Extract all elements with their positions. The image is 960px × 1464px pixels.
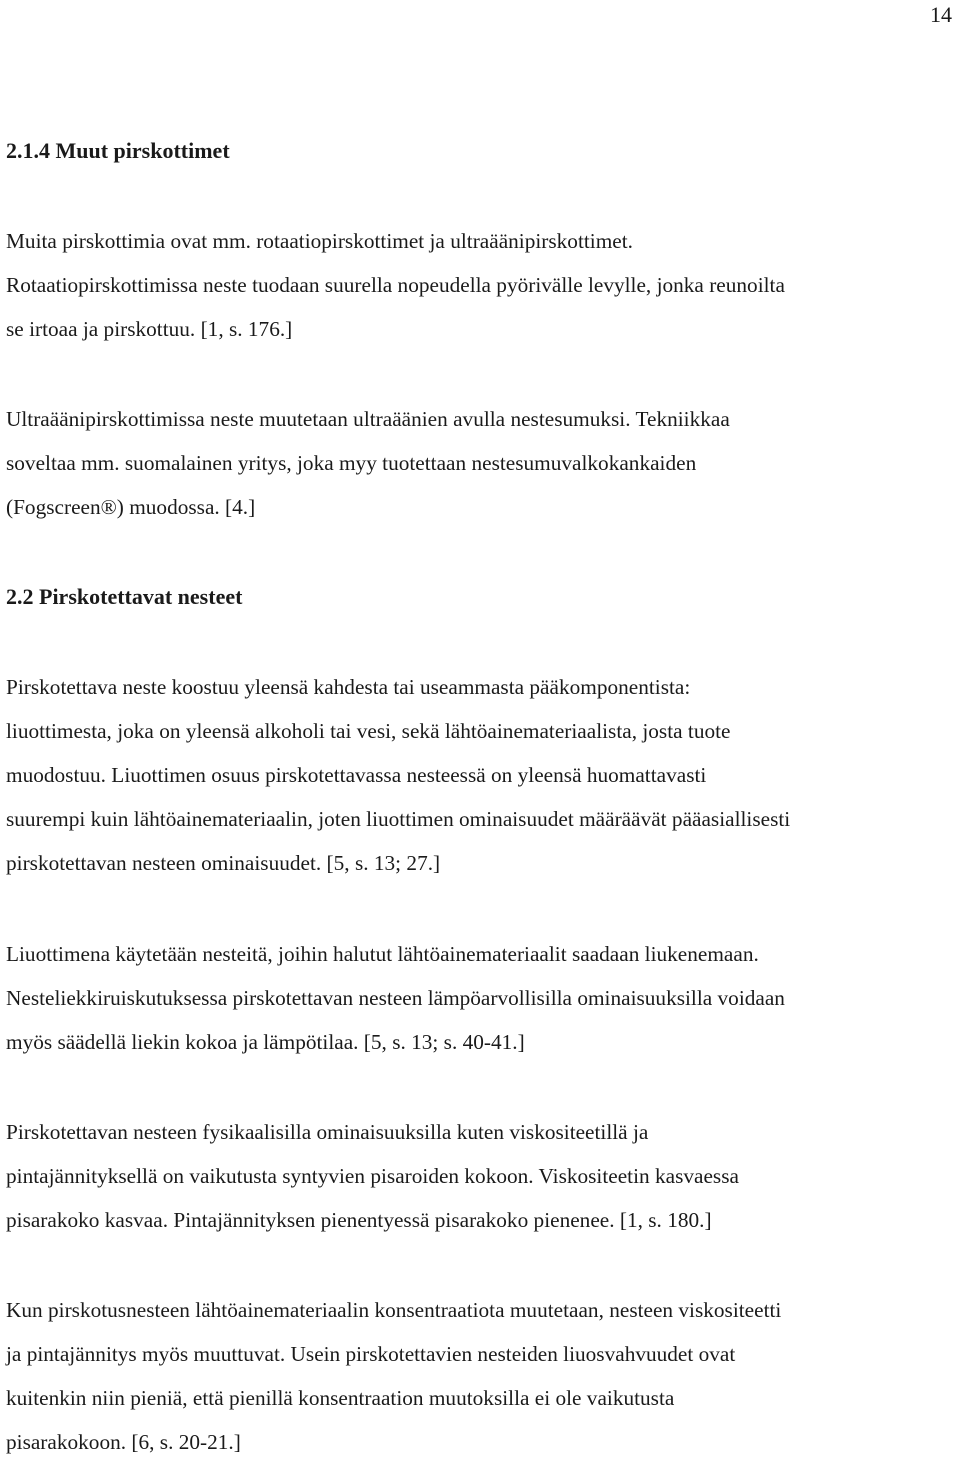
paragraph <box>6 397 956 529</box>
text-line: Kun pirskotusnesteen lähtöainemateriaalin konsentraatiota muutetaan, nesteen viskositeetti <box>6 1298 782 1322</box>
text-line: kuitenkin niin pieniä, että pienillä konsentraation muutoksilla ei ole vaikutusta <box>6 1386 675 1410</box>
text-line: se irtoaa ja pirskottuu. [1, s. 176.] <box>6 317 293 341</box>
paragraph <box>6 665 956 885</box>
text-line: ja pintajännitys myös muuttuvat. Usein pirskotettavien nesteiden liuosvahvuudet ovat <box>6 1342 736 1366</box>
text-line: Ultraäänipirskottimissa neste muutetaan ultraäänien avulla nestesumuksi. Tekniikkaa <box>6 407 730 431</box>
text-line: Pirskotettava neste koostuu yleensä kahdesta tai useammasta pääkomponentista: <box>6 675 691 699</box>
text-line: liuottimesta, joka on yleensä alkoholi tai vesi, sekä lähtöainemateriaalista, josta tuote <box>6 719 731 743</box>
text-line: Liuottimena käytetään nesteitä, joihin halutut lähtöainemateriaalit saadaan liukenemaan. <box>6 942 759 966</box>
text-line: pisarakoko kasvaa. Pintajännityksen pienentyessä pisarakoko pienenee. [1, s. 180.] <box>6 1208 712 1232</box>
text-line: myös säädellä liekin kokoa ja lämpötilaa. [5, s. 13; s. 40-41.] <box>6 1030 525 1054</box>
paragraph <box>6 1288 956 1464</box>
section-heading-2-1-4: 2.1.4 Muut pirskottimet <box>6 138 230 163</box>
text-line: muodostuu. Liuottimen osuus pirskotettavassa nesteessä on yleensä huomattavasti <box>6 763 707 787</box>
text-line: pintajännityksellä on vaikutusta syntyvien pisaroiden kokoon. Viskositeetin kasvaessa <box>6 1164 739 1188</box>
text-line: soveltaa mm. suomalainen yritys, joka myy tuotettaan nestesumuvalkokankaiden <box>6 451 697 475</box>
paragraph <box>6 1110 956 1242</box>
text-line: Pirskotettavan nesteen fysikaalisilla ominaisuuksilla kuten viskositeetillä ja <box>6 1120 649 1144</box>
text-line: pirskotettavan nesteen ominaisuudet. [5, s. 13; 27.] <box>6 851 441 875</box>
text-line: pisarakokoon. [6, s. 20-21.] <box>6 1430 241 1454</box>
text-line: suurempi kuin lähtöainemateriaalin, joten liuottimen ominaisuudet määräävät pääasiallisesti <box>6 807 791 831</box>
text-line: Rotaatiopirskottimissa neste tuodaan suurella nopeudella pyörivälle levylle, jonka reunoilta <box>6 273 785 297</box>
section-heading-2-2: 2.2 Pirskotettavat nesteet <box>6 584 243 609</box>
text-line: Muita pirskottimia ovat mm. rotaatiopirskottimet ja ultraäänipirskottimet. <box>6 229 633 253</box>
text-line: (Fogscreen®) muodossa. [4.] <box>6 495 256 519</box>
page-number: 14 <box>930 2 952 27</box>
paragraph <box>6 932 956 1064</box>
paragraph <box>6 219 956 351</box>
text-line: Nesteliekkiruiskutuksessa pirskotettavan nesteen lämpöarvollisilla ominaisuuksilla voidaan <box>6 986 785 1010</box>
